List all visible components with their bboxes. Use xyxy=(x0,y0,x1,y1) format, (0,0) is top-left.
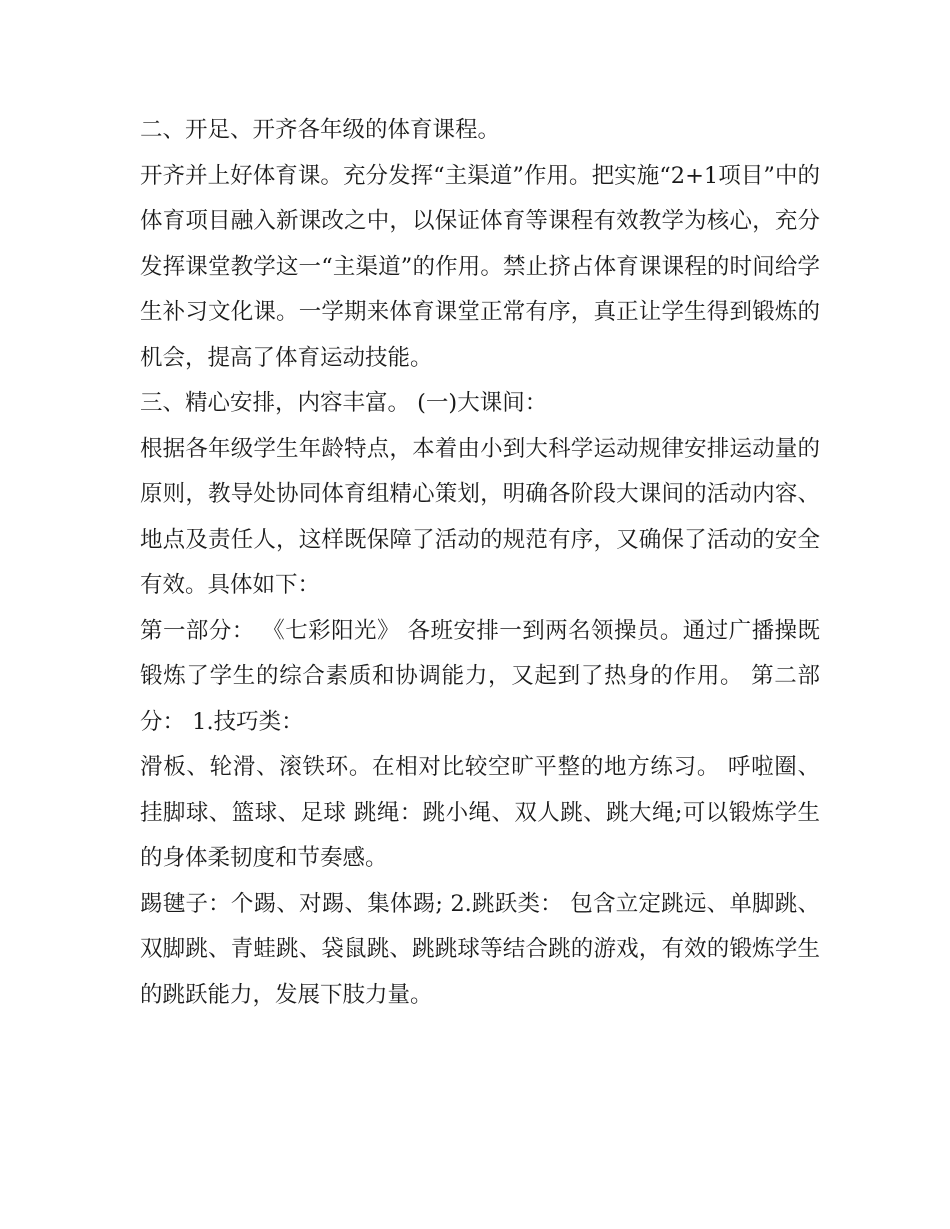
section-heading-arrangement: 三、精心安排，内容丰富。 (一)大课间： xyxy=(140,390,548,416)
paragraph-skills: 滑板、轮滑、滚铁环。在相对比较空旷平整的地方练习。 呼啦圈、挂脚球、篮球、足球 跳绳：跳小绳、双人跳、跳大绳;可以锻炼学生的身体柔韧度和节奏感。 xyxy=(140,754,820,871)
paragraph-part-one: 第一部分： 《七彩阳光》 各班安排一到两名领操员。通过广播操既锻炼了学生的综合素质和协调能力，又起到了热身的作用。 第二部分： 1.技巧类： xyxy=(140,617,820,735)
section-heading-courses: 二、开足、开齐各年级的体育课程。 xyxy=(140,117,501,143)
document-body xyxy=(140,108,820,1018)
paragraph-big-break: 根据各年级学生年龄特点，本着由小到大科学运动规律安排运动量的原则，教导处协同体育组精心策划，明确各阶段大课间的活动内容、地点及责任人，这样既保障了活动的规范有序，又确保了活动的安全有效。具体如下： xyxy=(140,435,820,598)
paragraph-pe-classes: 开齐并上好体育课。充分发挥“主渠道”作用。把实施“2+1项目”中的体育项目融入新课改之中，以保证体育等课程有效教学为核心，充分发挥课堂教学这一“主渠道”的作用。禁止挤占体育课课程的时间给学生补习文化课。一学期来体育课堂正常有序，真正让学生得到锻炼的机会，提高了体育运动技能。 xyxy=(140,162,820,371)
paragraph-jumping: 踢毽子：个踢、对踢、集体踢; 2.跳跃类： 包含立定跳远、单脚跳、双脚跳、青蛙跳、袋鼠跳、跳跳球等结合跳的游戏，有效的锻炼学生的跳跃能力，发展下肢力量。 xyxy=(140,890,820,1008)
